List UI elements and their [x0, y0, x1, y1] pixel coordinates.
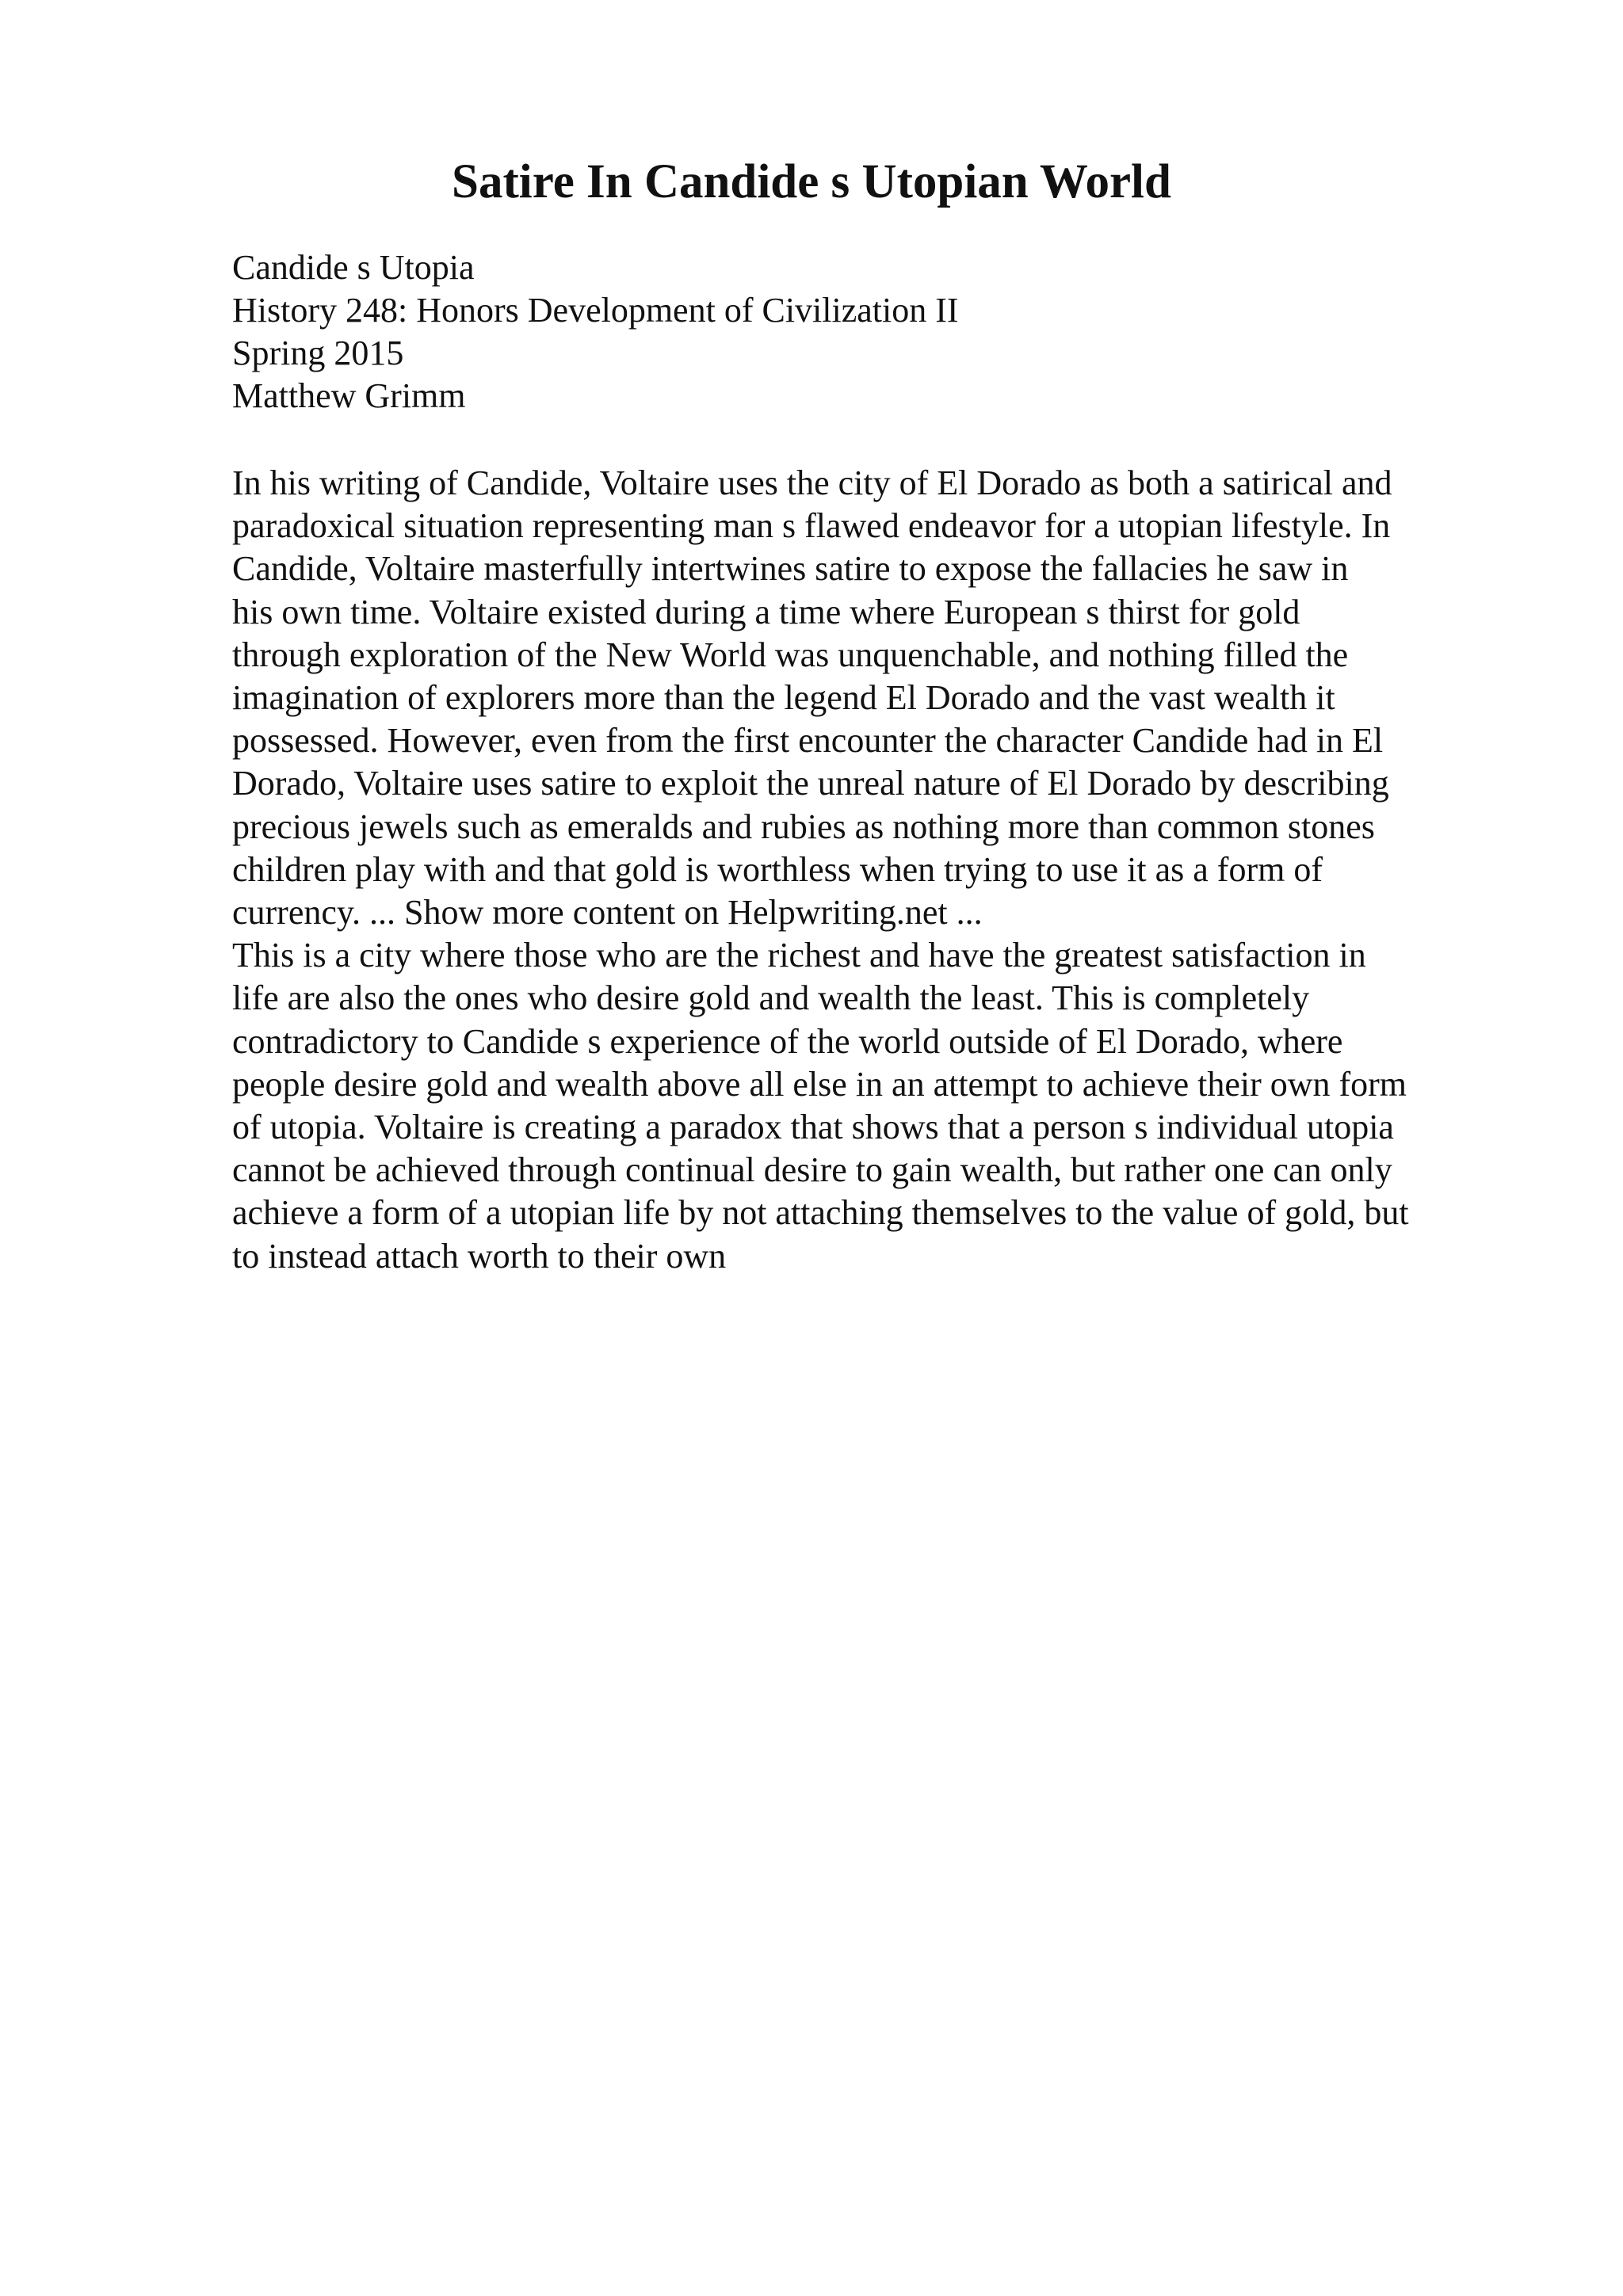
- document-title: Satire In Candide s Utopian World: [452, 155, 1171, 208]
- body-text-line: children play with and that gold is worthless when trying to use it as a form of: [232, 849, 1323, 889]
- document-header-info: [232, 246, 1500, 418]
- body-text-line: currency. ... Show more content on Helpwriting.net ...: [232, 893, 983, 933]
- body-text-line: achieve a form of a utopian life by not attaching themselves to the value of gold, but: [232, 1193, 1409, 1233]
- body-text-line: of utopia. Voltaire is creating a paradox that shows that a person s individual utopia: [232, 1108, 1394, 1147]
- body-text-line: through exploration of the New World was unquenchable, and nothing filled the: [232, 635, 1349, 674]
- body-text-line: to instead attach worth to their own: [232, 1236, 727, 1276]
- body-text-line: contradictory to Candide s experience of the world outside of El Dorado, where: [232, 1021, 1343, 1061]
- body-text-line: possessed. However, even from the first encounter the character Candide had in El: [232, 721, 1384, 761]
- author-name: Matthew Grimm: [232, 376, 466, 415]
- body-text-line: people desire gold and wealth above all else in an attempt to achieve their own form: [232, 1064, 1407, 1104]
- body-text-line: imagination of explorers more than the legend El Dorado and the vast wealth it: [232, 678, 1335, 718]
- body-text-line: his own time. Voltaire existed during a time where European s thirst for gold: [232, 592, 1300, 631]
- essay-subtitle: Candide s Utopia: [232, 248, 475, 287]
- body-text-line: life are also the ones who desire gold and wealth the least. This is completely: [232, 978, 1310, 1018]
- body-text-line: precious jewels such as emeralds and rubies as nothing more than common stones: [232, 807, 1375, 846]
- course-name: History 248: Honors Development of Civilization II: [232, 291, 959, 330]
- body-text-line: This is a city where those who are the richest and have the greatest satisfaction in: [232, 936, 1366, 975]
- term: Spring 2015: [232, 334, 404, 372]
- body-text-line: Candide, Voltaire masterfully intertwines satire to expose the fallacies he saw in: [232, 549, 1349, 589]
- body-text-line: Dorado, Voltaire uses satire to exploit the unreal nature of El Dorado by describing: [232, 764, 1389, 803]
- body-text-line: paradoxical situation representing man s flawed endeavor for a utopian lifestyle. In: [232, 506, 1391, 546]
- body-text-line: In his writing of Candide, Voltaire uses the city of El Dorado as both a satirical and: [232, 463, 1392, 502]
- body-text-line: cannot be achieved through continual desire to gain wealth, but rather one can only: [232, 1150, 1392, 1190]
- essay-body: [232, 462, 1500, 1278]
